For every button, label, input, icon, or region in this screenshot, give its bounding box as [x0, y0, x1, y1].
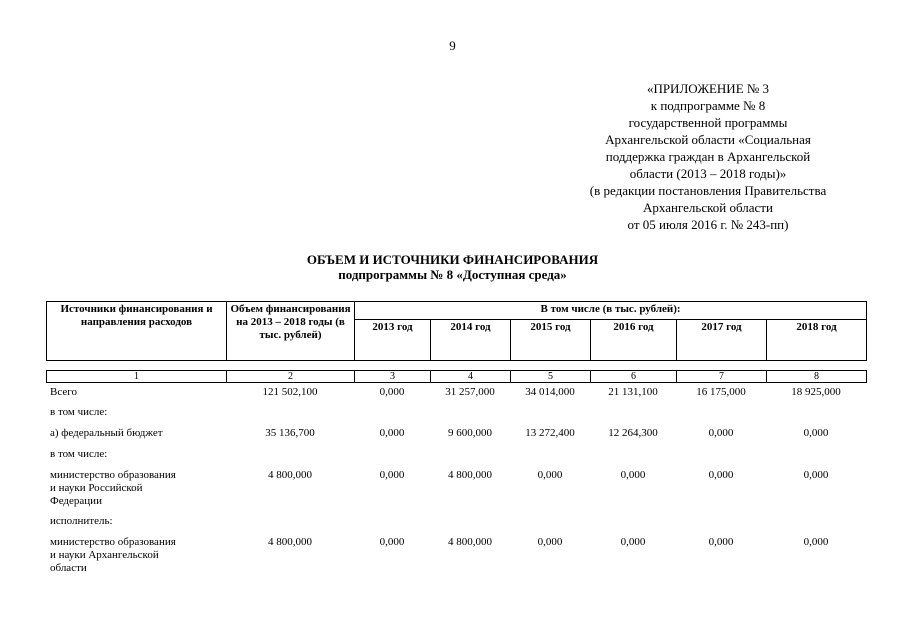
cell-2015: 34 014,000 — [525, 386, 575, 398]
cell-2017: 16 175,000 — [696, 386, 746, 398]
table-row — [46, 469, 866, 515]
row-label: министерство образования и науки Российской Федерации — [50, 469, 176, 507]
column-number: 5 — [511, 371, 591, 383]
row-label: Всего — [50, 386, 77, 398]
appendix-line: Архангельской области — [643, 200, 773, 215]
cell-2015: 13 272,400 — [525, 427, 575, 439]
cell-2013: 0,000 — [379, 536, 405, 548]
column-number: 1 — [47, 371, 227, 383]
column-numbers-row — [46, 370, 867, 383]
appendix-line: Архангельской области «Социальная — [605, 132, 811, 147]
header-including: В том числе (в тыс. рублей): — [355, 302, 867, 320]
column-number: 3 — [355, 371, 431, 383]
cell-2016: 21 131,100 — [608, 386, 658, 398]
column-number: 4 — [431, 371, 511, 383]
header-year: 2018 год — [767, 319, 867, 360]
cell-2018: 0,000 — [803, 427, 829, 439]
page-number: 9 — [449, 38, 456, 53]
cell-total: 121 502,100 — [262, 386, 318, 398]
header-year: 2017 год — [677, 319, 767, 360]
cell-total: 4 800,000 — [268, 469, 312, 481]
document-title — [0, 252, 905, 282]
header-year: 2015 год — [511, 319, 591, 360]
appendix-line: поддержка граждан в Архангельской — [605, 149, 811, 164]
header-year: 2016 год — [591, 319, 677, 360]
cell-2014: 4 800,000 — [448, 536, 492, 548]
cell-2013: 0,000 — [379, 469, 405, 481]
title-line-2: подпрограммы № 8 «Доступная среда» — [338, 267, 567, 282]
appendix-line: (в редакции постановления Правительства — [589, 183, 827, 198]
cell-total: 4 800,000 — [268, 536, 312, 548]
table-row — [46, 406, 866, 427]
cell-2013: 0,000 — [379, 427, 405, 439]
column-number: 2 — [227, 371, 355, 383]
cell-2013: 0,000 — [379, 386, 405, 398]
row-label: а) федеральный бюджет — [50, 427, 163, 439]
row-label: в том числе: — [50, 448, 108, 460]
appendix-block — [560, 80, 856, 233]
column-number: 8 — [767, 371, 867, 383]
cell-2016: 0,000 — [620, 469, 646, 481]
row-label: министерство образования и науки Архангельской области — [50, 536, 176, 574]
column-number: 7 — [677, 371, 767, 383]
table-row — [46, 427, 866, 448]
header-year: 2014 год — [431, 319, 511, 360]
appendix-line: «ПРИЛОЖЕНИЕ № 3 — [646, 81, 770, 96]
cell-2014: 4 800,000 — [448, 469, 492, 481]
header-sources: Источники финансирования и направления расходов — [47, 302, 227, 361]
appendix-line: от 05 июля 2016 г. № 243-пп) — [627, 217, 789, 232]
appendix-line: к подпрограмме № 8 — [650, 98, 766, 113]
cell-2015: 0,000 — [537, 536, 563, 548]
cell-2015: 0,000 — [537, 469, 563, 481]
table-header — [46, 301, 867, 361]
cell-2017: 0,000 — [708, 536, 734, 548]
table-row — [46, 386, 866, 406]
header-year: 2013 год — [355, 319, 431, 360]
cell-2014: 31 257,000 — [445, 386, 495, 398]
row-label: исполнитель: — [50, 515, 113, 527]
appendix-line: государственной программы — [628, 115, 788, 130]
table-row — [46, 448, 866, 469]
table-row — [46, 536, 866, 582]
cell-2018: 0,000 — [803, 469, 829, 481]
title-line-1: ОБЪЕМ И ИСТОЧНИКИ ФИНАНСИРОВАНИЯ — [306, 252, 599, 267]
cell-2016: 12 264,300 — [608, 427, 658, 439]
cell-2016: 0,000 — [620, 536, 646, 548]
cell-2017: 0,000 — [708, 469, 734, 481]
column-number: 6 — [591, 371, 677, 383]
table-body — [46, 386, 866, 582]
table-row — [46, 515, 866, 536]
appendix-line: области (2013 – 2018 годы)» — [629, 166, 787, 181]
row-label: в том числе: — [50, 406, 108, 418]
cell-2017: 0,000 — [708, 427, 734, 439]
cell-2018: 18 925,000 — [791, 386, 841, 398]
header-volume: Объем финансирования на 2013 – 2018 годы (в тыс. рублей) — [227, 302, 355, 361]
cell-2014: 9 600,000 — [448, 427, 492, 439]
cell-2018: 0,000 — [803, 536, 829, 548]
cell-total: 35 136,700 — [265, 427, 315, 439]
